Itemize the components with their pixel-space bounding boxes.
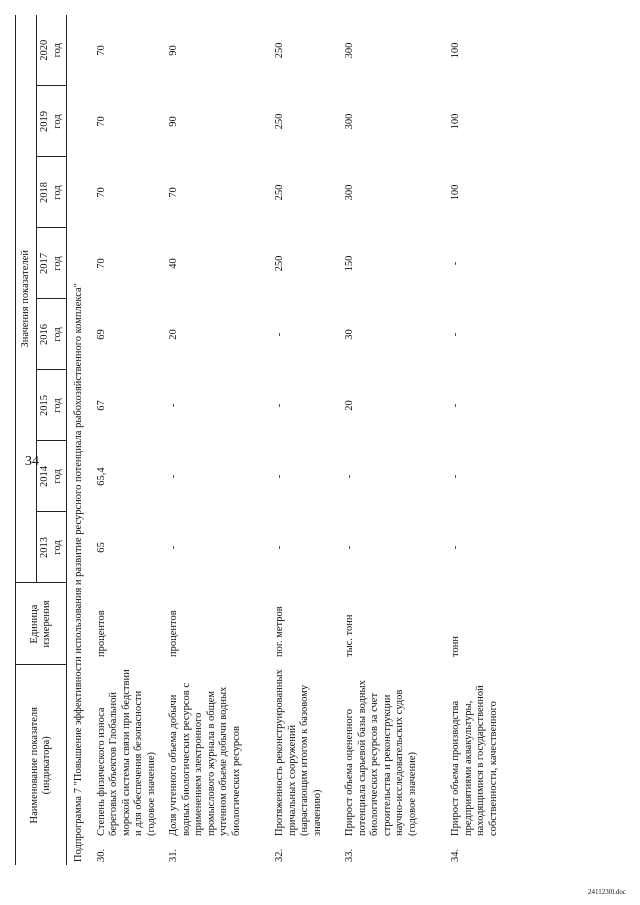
value-cell: 100 [450,42,461,59]
row-number: 31. [168,848,179,862]
value-cell: 70 [95,116,107,127]
value-cell: 250 [274,255,285,272]
value-cell: 150 [344,255,355,272]
header-year: 2015 год [37,370,67,441]
value-cell: 30 [344,329,355,340]
value-cell: 100 [450,184,461,201]
row-number: 32. [274,848,285,862]
row-number: 30. [95,848,107,862]
value-cell: - [168,545,179,550]
header-year: 2013 год [37,512,67,583]
header-year: 2016 год [37,299,67,370]
table-row [92,15,165,865]
subprogram-title: Подпрограмма 7 "Повышение эффективности использования и развитие ресурсного потенциала рыбохозяйственного комплекса" [73,283,84,862]
value-cell: 70 [95,45,107,56]
value-cell: 69 [95,329,107,340]
value-cell: 67 [95,400,107,411]
value-cell: 250 [274,184,285,201]
indicator-unit: процентов [95,610,107,657]
header-year: 2019 год [37,86,67,157]
value-cell: 70 [95,187,107,198]
value-cell: 65 [95,542,107,553]
value-cell: 100 [450,113,461,130]
value-cell: - [344,545,355,550]
value-cell: - [450,474,461,479]
header-year: 2017 год [37,228,67,299]
indicator-unit: пог. метров [274,606,285,657]
indicator-unit: процентов [168,610,179,657]
value-cell: - [168,403,179,408]
indicators-table [15,15,516,865]
value-cell: 65,4 [95,467,107,486]
indicator-name: Прирост объема оцененного потенциала сырьевой базы водных биологических ресурсов за счет строительства и реконструкции научно-исследовательских судов (годовое значение) [344,680,418,836]
indicator-name: Прирост объема производства предприятиями аквакультуры, находящимися в государственной собственности, качественного [450,685,499,836]
row-number: 33. [344,848,355,862]
value-cell: 90 [168,45,179,56]
value-cell: - [274,545,285,550]
value-cell: - [450,332,461,337]
header-unit: Единица измерения [16,583,67,665]
value-cell: 20 [168,329,179,340]
indicator-unit: тыс. тонн [344,614,355,657]
table-row [270,15,340,865]
table-body [67,15,517,865]
value-cell: - [344,474,355,479]
table-header [16,15,67,865]
indicator-name: Степень физического износа береговых объектов Глобальной морской системы связи при бедствии и для обеспечения безопасности (годовое значение) [95,669,157,836]
header-year: 2018 год [37,157,67,228]
value-cell: - [274,332,285,337]
value-cell: 20 [344,400,355,411]
value-cell: 40 [168,258,179,269]
value-cell: 70 [168,187,179,198]
value-cell: - [450,403,461,408]
table-row [164,15,270,865]
value-cell: 250 [274,42,285,59]
indicator-name: Доля учтенного объема добычи водных биологических ресурсов с применением электронного промыслового журнала в общем учтенном объеме добычи водных биологических ресурсов [168,682,242,836]
value-cell: 70 [95,258,107,269]
value-cell: - [450,261,461,266]
header-year: 2020 год [37,15,67,86]
value-cell: - [168,474,179,479]
value-cell: 250 [274,113,285,130]
page-number: 34 [25,454,39,469]
header-indicator-name: Наименование показателя (индикатора) [16,665,67,865]
value-cell: 300 [344,42,355,59]
value-cell: 90 [168,116,179,127]
indicator-name: Протяженность реконструированных причальных сооружений (нарастающим итогом к базовому значению) [274,669,323,836]
rotated-page-content [15,15,605,865]
value-cell: 300 [344,113,355,130]
document-code: 2411230l.doc [588,888,627,896]
value-cell: - [450,545,461,550]
row-number: 34. [450,848,461,862]
indicator-unit: тонн [450,636,461,657]
table-row [446,15,516,865]
value-cell: - [274,474,285,479]
table-row [340,15,446,865]
value-cell: 300 [344,184,355,201]
header-year: 2014 год [37,441,67,512]
header-values-group: Значения показателей [16,15,37,583]
value-cell: - [274,403,285,408]
